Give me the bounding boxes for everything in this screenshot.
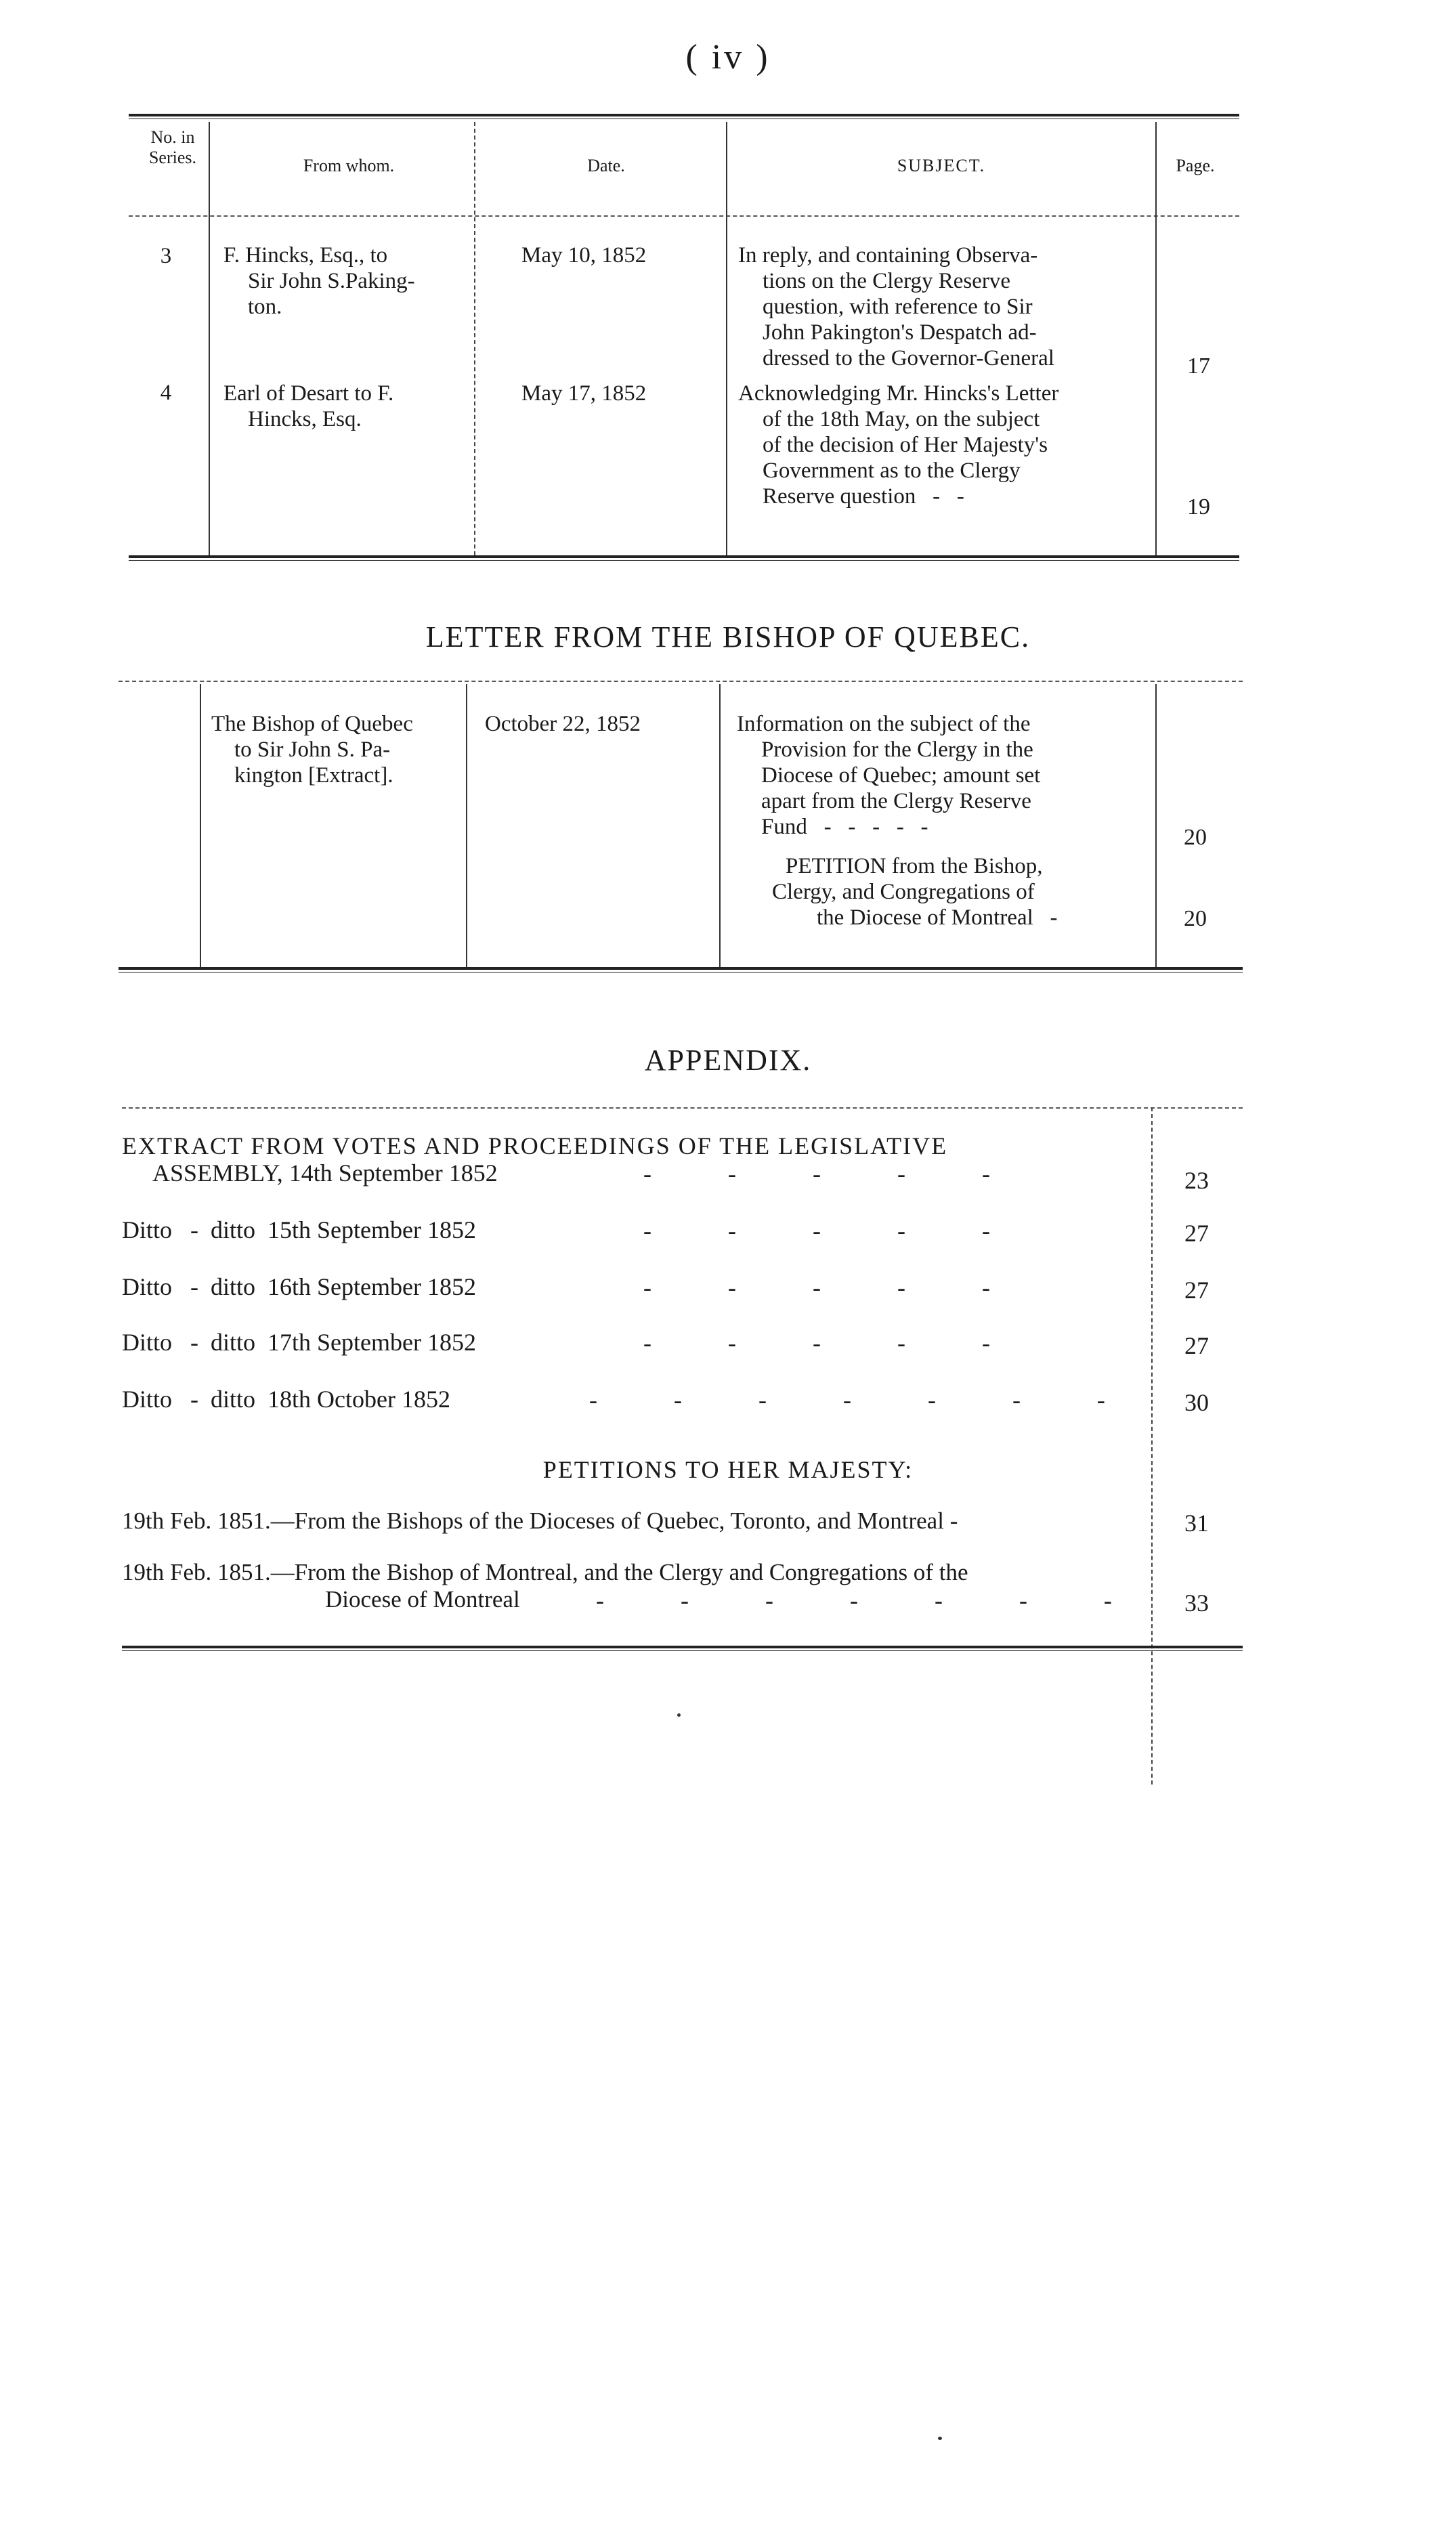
from-line: ton. — [248, 295, 282, 319]
table-bottom-rule — [129, 555, 1239, 558]
page-ref: 33 — [1184, 1589, 1209, 1617]
petition-entry — [772, 853, 1151, 931]
letter-date: October 22, 1852 — [485, 712, 641, 736]
subject-line: Diocese of Quebec; amount set — [761, 763, 1041, 788]
subject-line: tions on the Clergy Reserve — [763, 269, 1010, 293]
subject-line: Provision for the Clergy in the — [761, 738, 1033, 762]
subject-line: Reserve question - - — [763, 484, 964, 509]
row-date: May 10, 1852 — [521, 243, 647, 268]
scan-speck — [677, 1713, 681, 1717]
col-header-page: Page. — [1176, 156, 1215, 175]
from-line: The Bishop of Quebec — [211, 712, 413, 736]
subject-line: John Pakington's Despatch ad- — [763, 320, 1037, 345]
from-line: Sir John S.Paking- — [248, 269, 415, 293]
table-bottom-rule-thin — [129, 560, 1239, 561]
row-from — [223, 381, 471, 432]
column-rule — [719, 684, 721, 968]
column-rule — [474, 122, 475, 555]
from-line: F. Hincks, Esq., to — [223, 243, 388, 268]
page-number: ( iv ) — [685, 38, 771, 77]
column-rule — [209, 122, 210, 555]
leader-dots: - - - - - — [643, 1160, 1025, 1187]
page-ref: 20 — [1184, 825, 1207, 850]
petition-line: the Diocese of Montreal - — [817, 905, 1058, 930]
petition-entry: 19th Feb. 1851.—From the Bishop of Montreal, and the Clergy and Congregations of the — [122, 1559, 968, 1585]
column-rule — [1155, 122, 1157, 555]
from-line: to Sir John S. Pa- — [234, 738, 391, 762]
subject-line: Fund - - - - - — [761, 815, 928, 839]
col-header-date: Date. — [587, 156, 625, 175]
letter-subject — [737, 711, 1151, 840]
page-ref: 20 — [1184, 906, 1207, 931]
leader-dots: - - - - - — [643, 1274, 1025, 1301]
appendix-entry: Ditto - ditto 17th September 1852 — [122, 1329, 476, 1356]
column-rule — [1155, 684, 1157, 968]
table-top-rule — [129, 114, 1239, 116]
subject-line: Government as to the Clergy — [763, 458, 1021, 483]
extract-date: ASSEMBLY, 14th September 1852 — [152, 1159, 498, 1187]
col-header-subject: SUBJECT. — [897, 156, 986, 175]
table-bottom-rule — [122, 1646, 1243, 1648]
row-subject — [738, 381, 1151, 509]
section-title-bishop-letter: LETTER FROM THE BISHOP OF QUEBEC. — [425, 620, 1031, 654]
petition-entry: 19th Feb. 1851.—From the Bishops of the Dioceses of Quebec, Toronto, and Montreal - — [122, 1508, 958, 1534]
column-rule — [466, 684, 467, 968]
page-ref: 23 — [1184, 1167, 1209, 1194]
leader-dots: - - - - - - - — [596, 1587, 1147, 1614]
leader-dots: - - - - - - - — [589, 1386, 1140, 1413]
subject-line: apart from the Clergy Reserve — [761, 789, 1031, 813]
subject-line: of the 18th May, on the subject — [763, 407, 1040, 431]
column-rule — [1151, 1107, 1153, 1784]
table-bottom-rule — [119, 967, 1243, 970]
table-bottom-rule-thin — [122, 1650, 1243, 1651]
subject-line: Acknowledging Mr. Hincks's Letter — [738, 381, 1059, 406]
petitions-heading: PETITIONS TO HER MAJESTY: — [542, 1456, 914, 1483]
page-ref: 27 — [1184, 1332, 1209, 1359]
row-from — [223, 242, 471, 320]
page-ref: 19 — [1187, 494, 1210, 519]
extract-heading: EXTRACT FROM VOTES AND PROCEEDINGS OF THE LEGISLATIVE — [122, 1132, 948, 1159]
leader-dots: - - - - - — [643, 1329, 1025, 1356]
table-bottom-rule-thin — [119, 972, 1243, 973]
petition-line: PETITION from the Bishop, — [786, 854, 1043, 878]
petition-entry-cont: Diocese of Montreal — [325, 1586, 520, 1612]
leader-dots: - - - - - — [643, 1217, 1025, 1244]
appendix-entry: Ditto - ditto 16th September 1852 — [122, 1273, 476, 1300]
column-rule — [726, 122, 727, 555]
subject-line: In reply, and containing Observa- — [738, 243, 1038, 268]
appendix-entry: Ditto - ditto 15th September 1852 — [122, 1216, 476, 1243]
page-ref: 27 — [1184, 1277, 1209, 1304]
section-title-appendix: APPENDIX. — [644, 1044, 812, 1077]
column-rule — [200, 684, 201, 968]
letter-from — [211, 711, 462, 788]
row-number: 4 — [160, 381, 172, 405]
subject-line: Information on the subject of the — [737, 712, 1031, 736]
from-line: Earl of Desart to F. — [223, 381, 394, 406]
col-header-no: No. in Series. — [148, 127, 197, 167]
subject-line: of the decision of Her Majesty's — [763, 433, 1048, 457]
scan-speck — [938, 2437, 942, 2440]
appendix-entry: Ditto - ditto 18th October 1852 — [122, 1386, 450, 1413]
page-ref: 30 — [1184, 1389, 1209, 1416]
row-number: 3 — [160, 244, 172, 268]
subject-line: dressed to the Governor-General — [763, 346, 1054, 370]
from-line: Hincks, Esq. — [248, 407, 362, 431]
page-ref: 31 — [1184, 1510, 1209, 1537]
petition-line: Clergy, and Congregations of — [772, 880, 1035, 904]
subject-line: question, with reference to Sir — [763, 295, 1033, 319]
table-top-rule — [119, 681, 1243, 682]
header-separator — [129, 215, 1239, 217]
col-header-from: From whom. — [303, 156, 395, 175]
from-line: kington [Extract]. — [234, 763, 393, 788]
page-ref: 17 — [1187, 354, 1210, 379]
row-subject — [738, 242, 1151, 371]
row-date: May 17, 1852 — [521, 381, 647, 406]
table-top-rule — [122, 1107, 1243, 1109]
page-ref: 27 — [1184, 1220, 1209, 1247]
